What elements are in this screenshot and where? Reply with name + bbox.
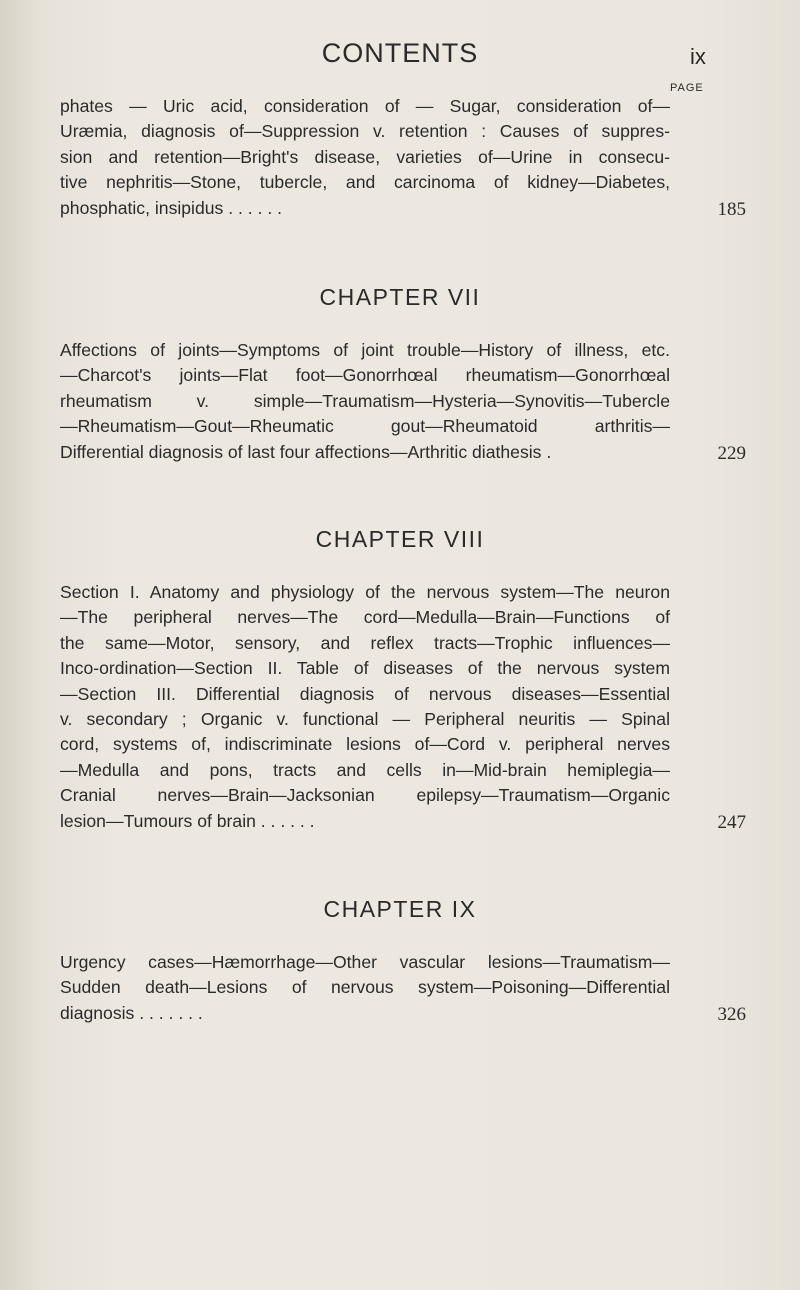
- toc-line: tive nephritis—Stone, tubercle, and carcinoma of kidney—Diabetes,: [60, 172, 670, 193]
- toc-line: Urgency cases—Hæmorrhage—Other vascular lesions—Traumatism—: [60, 952, 670, 972]
- page-title: CONTENTS: [321, 38, 479, 68]
- toc-entry-chapter-8: [60, 580, 746, 834]
- toc-line: Uræmia, diagnosis of—Suppression v. retention : Causes of suppres-: [60, 121, 670, 142]
- toc-line: phates — Uric acid, consideration of — Sugar, consideration of—: [60, 96, 670, 116]
- toc-page-number: 247: [717, 812, 746, 834]
- toc-line: —Medulla and pons, tracts and cells in—Mid-brain hemiplegia—: [60, 759, 670, 780]
- toc-line: —Charcot's joints—Flat foot—Gonorrhœal rheumatism—Gonorrhœal: [60, 365, 670, 386]
- toc-line: Inco-ordination—Section II. Table of diseases of the nervous system: [60, 658, 670, 679]
- chapter-heading: CHAPTER VII: [319, 284, 481, 310]
- toc-line: —Section III. Differential diagnosis of nervous diseases—Essential: [60, 683, 670, 704]
- toc-line: phosphatic, insipidus . . . . . .: [60, 197, 282, 218]
- toc-page-number: 185: [717, 199, 746, 221]
- toc-entry-chapter-9: [60, 950, 746, 1026]
- toc-entry-text: [60, 580, 670, 834]
- running-head: [0, 38, 800, 74]
- toc-entry-text: [60, 94, 670, 221]
- toc-line: Section I. Anatomy and physiology of the nervous system—The neuron: [60, 582, 670, 602]
- toc-line: cord, systems of, indiscriminate lesions of—Cord v. peripheral nerves: [60, 734, 670, 755]
- toc-line: lesion—Tumours of brain . . . . . .: [60, 810, 315, 831]
- page-column-label: PAGE: [670, 82, 704, 94]
- toc-line: —The peripheral nerves—The cord—Medulla—Brain—Functions of: [60, 607, 670, 628]
- toc-page-number: 326: [717, 1004, 746, 1026]
- toc-line: v. secondary ; Organic v. functional — Peripheral neuritis — Spinal: [60, 709, 670, 730]
- page-number: ix: [690, 44, 706, 69]
- toc-entry-text: [60, 950, 670, 1026]
- chapter-heading: CHAPTER VIII: [315, 526, 485, 552]
- chapter-heading: CHAPTER IX: [323, 896, 477, 922]
- toc-page-number: 229: [717, 443, 746, 465]
- toc-entry-text: [60, 338, 670, 465]
- toc-line: Cranial nerves—Brain—Jacksonian epilepsy—Traumatism—Organic: [60, 785, 670, 806]
- toc-line: Differential diagnosis of last four affections—Arthritic diathesis .: [60, 441, 552, 462]
- toc-line: sion and retention—Bright's disease, varieties of—Urine in consecu-: [60, 146, 670, 167]
- toc-entry-kidney: [60, 94, 746, 221]
- toc-line: —Rheumatism—Gout—Rheumatic gout—Rheumatoid arthritis—: [60, 416, 670, 437]
- toc-line: diagnosis . . . . . . .: [60, 1002, 203, 1023]
- toc-line: rheumatism v. simple—Traumatism—Hysteria—Synovitis—Tubercle: [60, 390, 670, 411]
- toc-line: Affections of joints—Symptoms of joint trouble—History of illness, etc.: [60, 340, 670, 360]
- toc-line: the same—Motor, sensory, and reflex tracts—Trophic influences—: [60, 632, 670, 653]
- toc-line: Sudden death—Lesions of nervous system—Poisoning—Differential: [60, 977, 670, 998]
- toc-entry-chapter-7: [60, 338, 746, 465]
